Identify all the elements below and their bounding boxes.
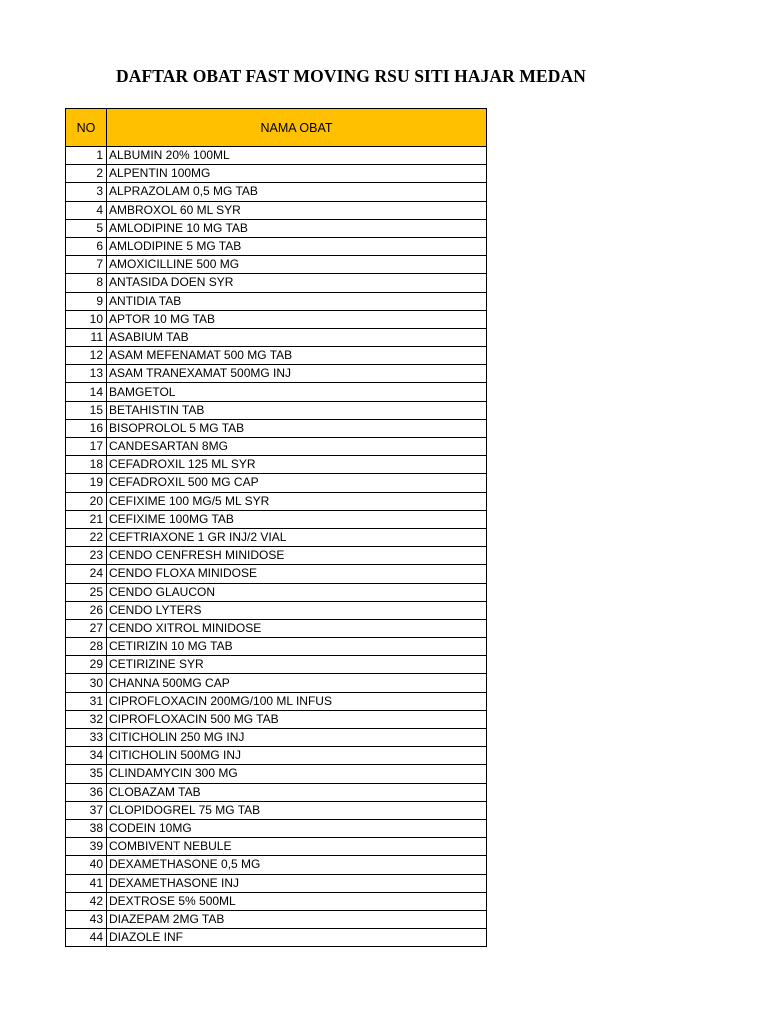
table-row <box>66 438 487 456</box>
table-row <box>66 328 487 346</box>
table-row <box>66 856 487 874</box>
drug-name: CITICHOLIN 500MG INJ <box>107 747 487 765</box>
drug-list-table <box>65 108 487 947</box>
row-number: 17 <box>66 438 107 456</box>
table-row <box>66 165 487 183</box>
table-body <box>66 147 487 947</box>
table-row <box>66 147 487 165</box>
row-number: 18 <box>66 456 107 474</box>
table-header-row <box>66 109 487 147</box>
row-number: 34 <box>66 747 107 765</box>
row-number: 13 <box>66 365 107 383</box>
table-row <box>66 510 487 528</box>
table-row <box>66 765 487 783</box>
table-row <box>66 601 487 619</box>
drug-name: APTOR 10 MG TAB <box>107 310 487 328</box>
row-number: 2 <box>66 165 107 183</box>
row-number: 20 <box>66 492 107 510</box>
drug-name: CEFTRIAXONE 1 GR INJ/2 VIAL <box>107 528 487 546</box>
table-row <box>66 656 487 674</box>
row-number: 37 <box>66 801 107 819</box>
drug-name: AMLODIPINE 5 MG TAB <box>107 237 487 255</box>
drug-name: DIAZOLE INF <box>107 929 487 947</box>
table-row <box>66 838 487 856</box>
row-number: 35 <box>66 765 107 783</box>
drug-name: CITICHOLIN 250 MG INJ <box>107 729 487 747</box>
drug-name: AMLODIPINE 10 MG TAB <box>107 219 487 237</box>
table-row <box>66 310 487 328</box>
table-row <box>66 456 487 474</box>
row-number: 3 <box>66 183 107 201</box>
table-row <box>66 383 487 401</box>
row-number: 6 <box>66 237 107 255</box>
drug-name: DIAZEPAM 2MG TAB <box>107 910 487 928</box>
row-number: 42 <box>66 892 107 910</box>
drug-name: ALPENTIN 100MG <box>107 165 487 183</box>
table-row <box>66 729 487 747</box>
drug-name: BISOPROLOL 5 MG TAB <box>107 419 487 437</box>
table-row <box>66 674 487 692</box>
row-number: 24 <box>66 565 107 583</box>
header-nama-obat: NAMA OBAT <box>107 109 487 147</box>
row-number: 40 <box>66 856 107 874</box>
row-number: 21 <box>66 510 107 528</box>
row-number: 7 <box>66 256 107 274</box>
header-no: NO <box>66 109 107 147</box>
table-row <box>66 528 487 546</box>
drug-name: CHANNA 500MG CAP <box>107 674 487 692</box>
row-number: 41 <box>66 874 107 892</box>
drug-name: ALPRAZOLAM 0,5 MG TAB <box>107 183 487 201</box>
drug-name: DEXAMETHASONE INJ <box>107 874 487 892</box>
row-number: 43 <box>66 910 107 928</box>
row-number: 44 <box>66 929 107 947</box>
drug-name: ASAM TRANEXAMAT 500MG INJ <box>107 365 487 383</box>
row-number: 38 <box>66 819 107 837</box>
table-row <box>66 401 487 419</box>
row-number: 32 <box>66 710 107 728</box>
drug-name: CENDO LYTERS <box>107 601 487 619</box>
row-number: 31 <box>66 692 107 710</box>
row-number: 33 <box>66 729 107 747</box>
row-number: 27 <box>66 619 107 637</box>
table-row <box>66 874 487 892</box>
row-number: 8 <box>66 274 107 292</box>
table-row <box>66 583 487 601</box>
table-row <box>66 474 487 492</box>
row-number: 19 <box>66 474 107 492</box>
table-row <box>66 547 487 565</box>
table-row <box>66 801 487 819</box>
table-row <box>66 565 487 583</box>
drug-name: CODEIN 10MG <box>107 819 487 837</box>
drug-name: BETAHISTIN TAB <box>107 401 487 419</box>
drug-name: CLOBAZAM TAB <box>107 783 487 801</box>
row-number: 30 <box>66 674 107 692</box>
table-row <box>66 492 487 510</box>
table-row <box>66 819 487 837</box>
row-number: 36 <box>66 783 107 801</box>
row-number: 14 <box>66 383 107 401</box>
table-row <box>66 710 487 728</box>
row-number: 15 <box>66 401 107 419</box>
drug-name: CEFADROXIL 500 MG CAP <box>107 474 487 492</box>
row-number: 9 <box>66 292 107 310</box>
table-row <box>66 783 487 801</box>
drug-name: CEFIXIME 100MG TAB <box>107 510 487 528</box>
row-number: 26 <box>66 601 107 619</box>
row-number: 12 <box>66 347 107 365</box>
drug-name: CENDO XITROL MINIDOSE <box>107 619 487 637</box>
table-row <box>66 292 487 310</box>
row-number: 22 <box>66 528 107 546</box>
drug-name: AMBROXOL 60 ML SYR <box>107 201 487 219</box>
drug-name: CENDO CENFRESH MINIDOSE <box>107 547 487 565</box>
drug-name: CETIRIZIN 10 MG TAB <box>107 638 487 656</box>
drug-name: COMBIVENT NEBULE <box>107 838 487 856</box>
drug-name: ALBUMIN 20% 100ML <box>107 147 487 165</box>
table-row <box>66 929 487 947</box>
table-row <box>66 692 487 710</box>
table-row <box>66 201 487 219</box>
row-number: 10 <box>66 310 107 328</box>
row-number: 29 <box>66 656 107 674</box>
drug-name: CEFIXIME 100 MG/5 ML SYR <box>107 492 487 510</box>
row-number: 28 <box>66 638 107 656</box>
drug-name: ANTASIDA DOEN SYR <box>107 274 487 292</box>
drug-name: CEFADROXIL 125 ML SYR <box>107 456 487 474</box>
drug-name: ASABIUM TAB <box>107 328 487 346</box>
table-row <box>66 256 487 274</box>
table-row <box>66 747 487 765</box>
drug-name: CENDO GLAUCON <box>107 583 487 601</box>
drug-name: CANDESARTAN 8MG <box>107 438 487 456</box>
table-row <box>66 892 487 910</box>
document-title: DAFTAR OBAT FAST MOVING RSU SITI HAJAR MEDAN <box>116 66 586 86</box>
row-number: 39 <box>66 838 107 856</box>
drug-name: CLINDAMYCIN 300 MG <box>107 765 487 783</box>
drug-name: ANTIDIA TAB <box>107 292 487 310</box>
drug-name: CETIRIZINE SYR <box>107 656 487 674</box>
table-row <box>66 274 487 292</box>
table-row <box>66 619 487 637</box>
drug-name: ASAM MEFENAMAT 500 MG TAB <box>107 347 487 365</box>
table-row <box>66 910 487 928</box>
drug-name: CLOPIDOGREL 75 MG TAB <box>107 801 487 819</box>
drug-name: CENDO FLOXA MINIDOSE <box>107 565 487 583</box>
drug-name: BAMGETOL <box>107 383 487 401</box>
row-number: 25 <box>66 583 107 601</box>
drug-name: AMOXICILLINE 500 MG <box>107 256 487 274</box>
table-row <box>66 347 487 365</box>
table-row <box>66 419 487 437</box>
table-row <box>66 219 487 237</box>
row-number: 5 <box>66 219 107 237</box>
row-number: 16 <box>66 419 107 437</box>
row-number: 11 <box>66 328 107 346</box>
table-row <box>66 183 487 201</box>
table-row <box>66 365 487 383</box>
drug-name: DEXTROSE 5% 500ML <box>107 892 487 910</box>
drug-name: CIPROFLOXACIN 200MG/100 ML INFUS <box>107 692 487 710</box>
row-number: 1 <box>66 147 107 165</box>
row-number: 23 <box>66 547 107 565</box>
drug-name: DEXAMETHASONE 0,5 MG <box>107 856 487 874</box>
drug-name: CIPROFLOXACIN 500 MG TAB <box>107 710 487 728</box>
table-row <box>66 638 487 656</box>
row-number: 4 <box>66 201 107 219</box>
table-row <box>66 237 487 255</box>
